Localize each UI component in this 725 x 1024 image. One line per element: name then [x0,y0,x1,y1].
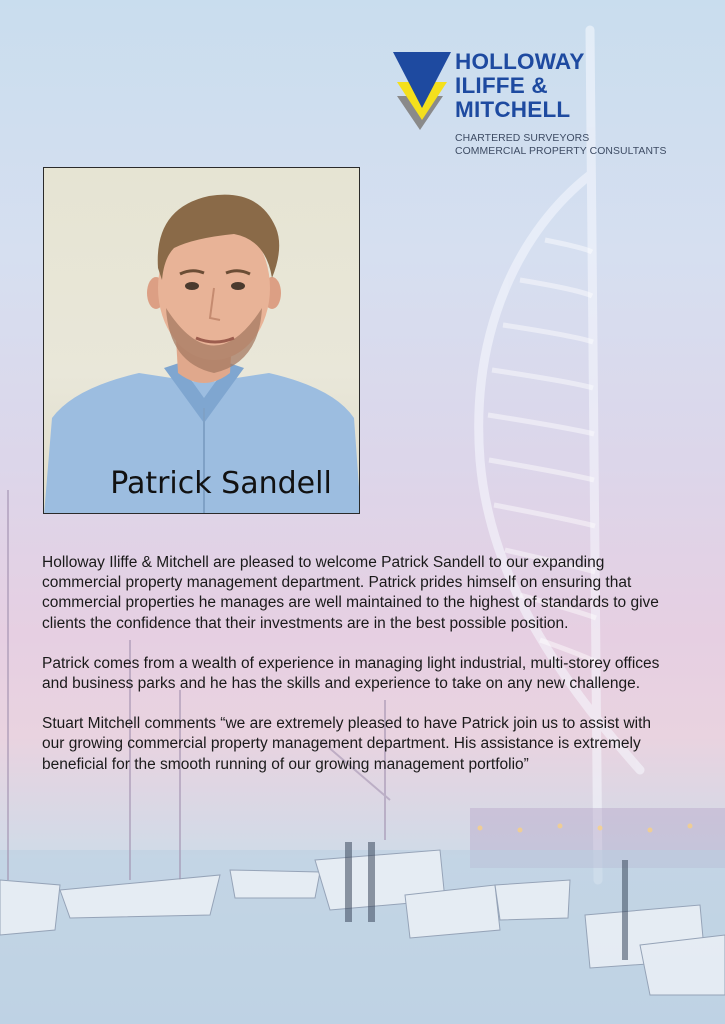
tagline-line-1: CHARTERED SURVEYORS [455,133,590,144]
company-name-line-1: HOLLOWAY [455,49,585,74]
company-logo [393,50,693,162]
person-illustration [44,168,360,514]
company-name-line-3: MITCHELL [455,97,571,122]
paragraph-experience: Patrick comes from a wealth of experience in managing light industrial, multi-storey offices and business parks and he has the skills and experience to take on any new challenge. [42,654,660,693]
announcement-text [42,553,677,795]
tagline-line-2: COMMERCIAL PROPERTY CONSULTANTS [455,146,667,157]
triangle-logo-icon [393,52,451,130]
company-name [455,50,585,122]
portrait-caption: Patrick Sandell [110,466,332,501]
paragraph-quote: Stuart Mitchell comments “we are extremely pleased to have Patrick join us to assist with our growing commercial property management department. His assistance is extremely beneficial for the smooth running of our growing management portfolio” [42,715,652,773]
company-name-line-2: ILIFFE & [455,73,548,98]
company-tagline [455,132,667,158]
paragraph-welcome: Holloway Iliffe & Mitchell are pleased to welcome Patrick Sandell to our expanding commercial property management department. Patrick prides himself on ensuring that commercial properties he manages are well maintained to the highest of standards to give clients the confidence that their investments are in the best possible position. [42,554,659,632]
portrait-photo [43,167,360,514]
